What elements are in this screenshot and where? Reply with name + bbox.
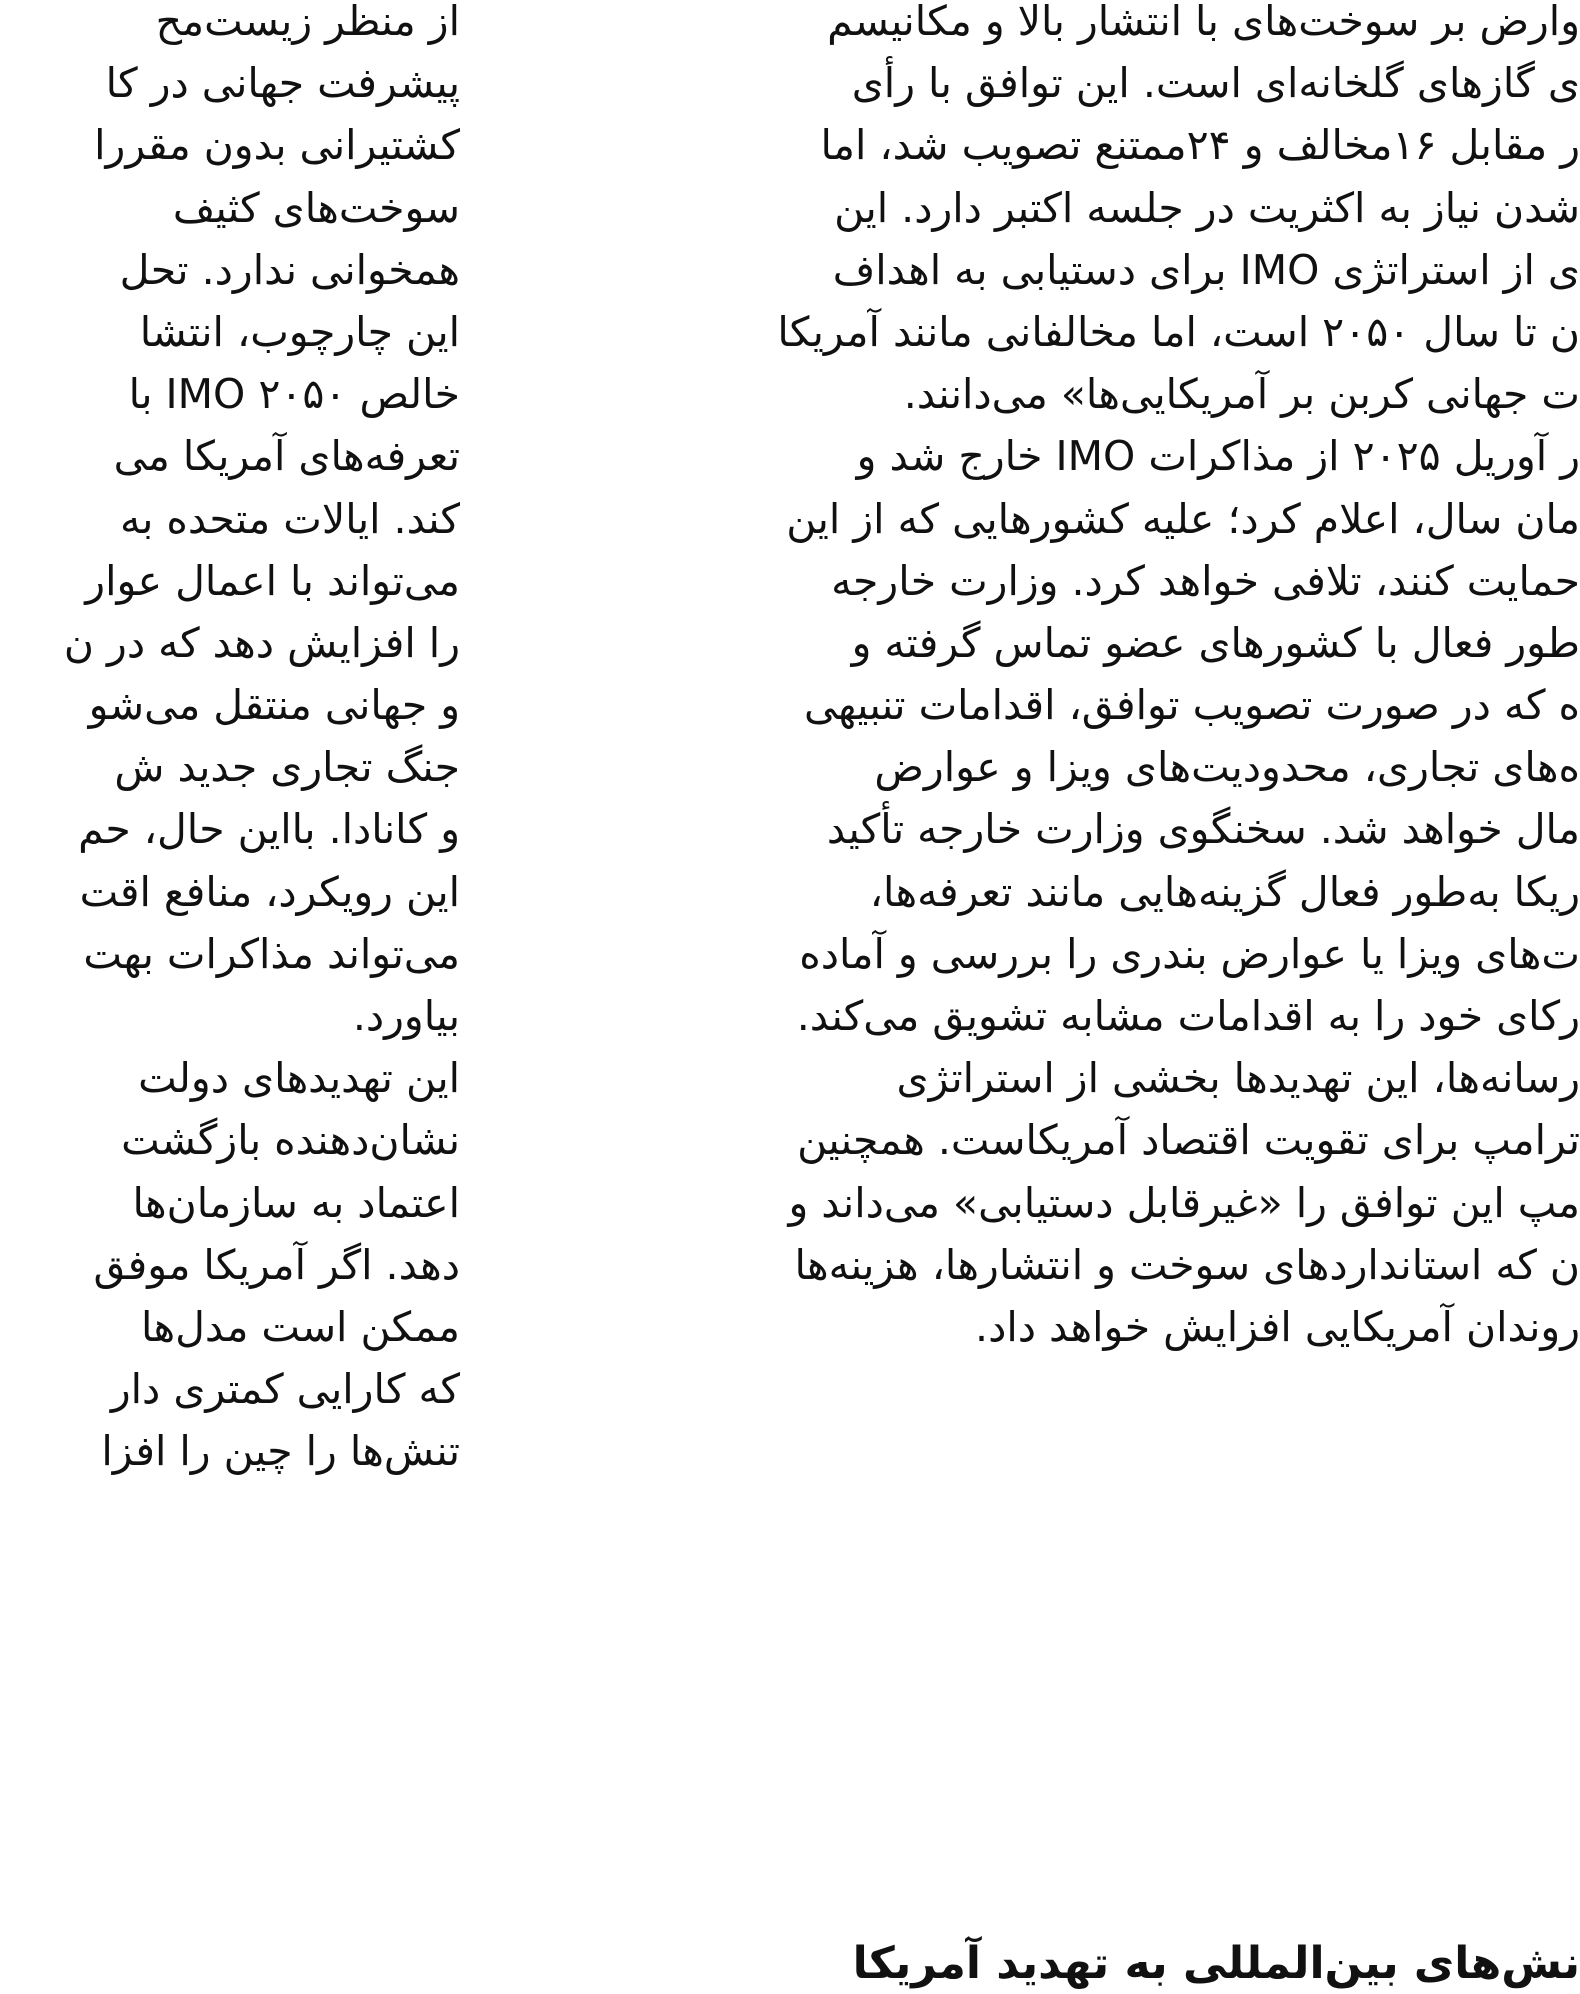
article-column-right xyxy=(540,0,1580,1358)
paragraph-line: ن که استانداردهای سوخت و انتشارها، هزینه‌ها xyxy=(794,1240,1580,1289)
paragraph-line: حمایت کنند، تلافی خواهد کرد. وزارت خارجه xyxy=(831,556,1580,605)
paragraph-line: ت‌های ویزا یا عوارض بندری را بررسی و آماده xyxy=(799,929,1580,978)
paragraph-line: می‌تواند با اعمال عوار xyxy=(85,556,460,605)
paragraph-line: تنش‌ها را چین را افزا xyxy=(101,1427,460,1476)
paragraph-line: از منظر زیست‌مح xyxy=(155,0,460,45)
paragraph-line: رکای خود را به اقدامات مشابه تشویق می‌کند. xyxy=(796,992,1580,1040)
paragraph-line: ریکا به‌طور فعال گزینه‌هایی مانند تعرفه‌ها، xyxy=(869,867,1580,916)
section-heading: نش‌های بین‌المللی به تهدید آمریکا xyxy=(852,1938,1580,1989)
paragraph-line: وارض بر سوخت‌های با انتشار بالا و مکانیسم xyxy=(827,0,1580,45)
paragraph-line: ن تا سال ۲۰۵۰ است، اما مخالفانی مانند آمریکا xyxy=(777,307,1580,356)
paragraph-line: شدن نیاز به اکثریت در جلسه اکتبر دارد. این xyxy=(834,183,1580,232)
paragraph-line: که کارایی کمتری دار xyxy=(110,1365,460,1414)
paragraph-line: کشتیرانی بدون مقررا xyxy=(94,121,460,170)
paragraph-line: این تهدیدهای دولت xyxy=(138,1054,460,1103)
paragraph-line: همخوانی ندارد. تحل xyxy=(119,245,460,294)
paragraph-line: ه که در صورت تصویب توافق، اقدامات تنبیهی xyxy=(803,681,1580,730)
article-column-left xyxy=(0,0,460,1483)
paragraph-line: ی گازهای گلخانه‌ای است. این توافق با رأی xyxy=(851,59,1580,108)
paragraph-line: تعرفه‌های آمریکا می‌ xyxy=(113,432,460,481)
paragraph-line: سوخت‌های کثیف xyxy=(172,183,460,232)
paragraph-line: ی از استراتژی IMO برای دستیابی به اهداف xyxy=(832,245,1580,294)
paragraph-line: ه‌های تجاری، محدودیت‌های ویزا و عوارض xyxy=(874,743,1580,792)
paragraph-line: مپ این توافق را «غیرقابل دستیابی» می‌داند و xyxy=(788,1178,1580,1227)
paragraph-line: و جهانی منتقل می‌شو xyxy=(88,681,460,730)
paragraph-line: ر آوریل ۲۰۲۵ از مذاکرات IMO خارج شد و xyxy=(856,432,1580,481)
paragraph-line: ممکن است مدل‌ها xyxy=(141,1302,460,1351)
paragraph-line: این چارچوب، انتشا xyxy=(139,307,460,356)
paragraph-line: اعتماد به سازمان‌ها xyxy=(132,1178,460,1227)
paragraph-line: مال خواهد شد. سخنگوی وزارت خارجه تأکید xyxy=(826,805,1580,854)
paragraph-line: کند. ایالات متحده به xyxy=(119,494,460,543)
paragraph-line: روندان آمریکایی افزایش خواهد داد. xyxy=(975,1302,1580,1351)
paragraph-line: ترامپ برای تقویت اقتصاد آمریکاست. همچنین xyxy=(797,1116,1580,1165)
paragraph-line: ر مقابل ۱۶مخالف و ۲۴ممتنع تصویب شد، اما xyxy=(820,121,1580,170)
paragraph-line: بیاورد. xyxy=(352,992,460,1040)
paragraph-line: دهد. اگر آمریکا موفق xyxy=(93,1240,460,1289)
paragraph-line: رسانه‌ها، این تهدیدها بخشی از استراتژی xyxy=(896,1054,1580,1103)
paragraph-line: می‌تواند مذاکرات بهت xyxy=(83,929,460,978)
paragraph-line: طور فعال با کشورهای عضو تماس گرفته و xyxy=(851,618,1580,667)
paragraph-line: خالص ۲۰۵۰ IMO با xyxy=(128,370,460,419)
paragraph-line: مان سال، اعلام کرد؛ علیه کشورهایی که از این xyxy=(786,494,1580,543)
paragraph-line: و کانادا. بااین حال، حم xyxy=(78,805,460,854)
paragraph-line: نشان‌دهنده بازگشت xyxy=(121,1116,460,1165)
paragraph-line: را افزایش دهد که در ن xyxy=(63,618,460,667)
paragraph-line: جنگ تجاری جدید ش xyxy=(114,743,460,792)
paragraph-line: ت جهانی کربن بر آمریکایی‌ها» می‌دانند. xyxy=(903,370,1580,419)
paragraph-line: پیشرفت جهانی در کا xyxy=(105,59,460,108)
paragraph-line: این رویکرد، منافع اقت xyxy=(79,867,460,916)
